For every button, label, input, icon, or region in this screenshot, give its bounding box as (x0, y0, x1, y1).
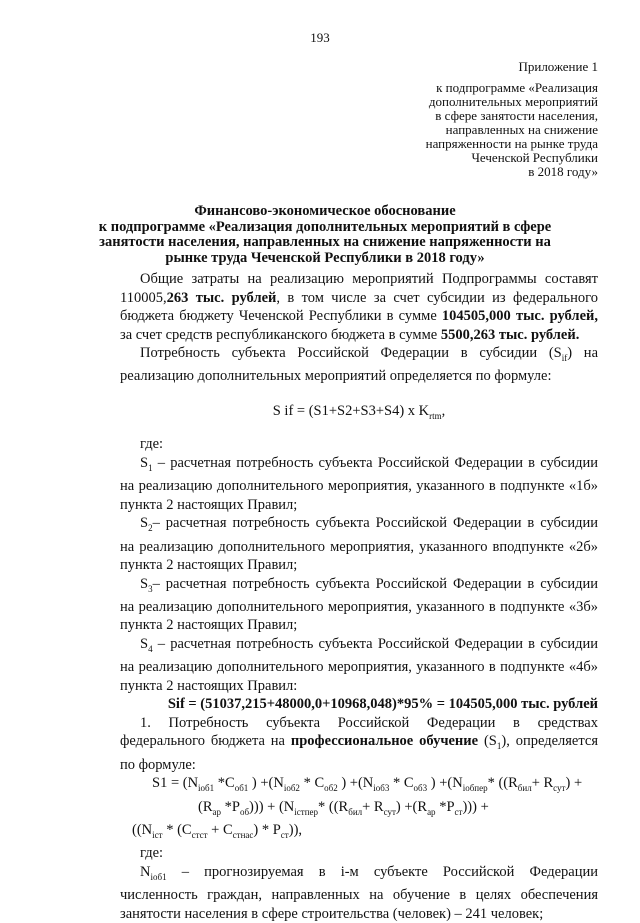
s1-def-line1: $S_1$ – расчетная потребность субъекта Российской Федерации в субсидии (140, 454, 598, 473)
where-label-2: где: (140, 845, 164, 862)
appendix-line: дополнительных мероприятий (428, 94, 598, 109)
s4-def-line3: пункта 2 настоящих Правил: (120, 677, 298, 694)
s1-formula-line3: $((N_{iст} * (C_{стст} + C_{стнас}) * P_{ст}))$, (132, 822, 303, 840)
appendix-line: в 2018 году» (528, 164, 598, 179)
item1-line1: 1. Потребность субъекта Российской Федерации в средствах (140, 714, 598, 731)
para2-line2: реализацию дополнительных мероприятий определяется по формуле: (120, 368, 552, 385)
para1-line2: 110005,263 тыс. рублей, в том числе за счет субсидии из федерального (120, 289, 598, 306)
title-line: рынке труда Чеченской Республики в 2018 году» (165, 249, 485, 266)
appendix-block (426, 60, 598, 179)
para1-line3: бюджета бюджету Чеченской Республики в сумме 104505,000 тыс. рублей, (120, 308, 598, 324)
para1-line1: Общие затраты на реализацию мероприятий Подпрограммы составят (140, 271, 598, 287)
appendix-line: направленных на снижение (445, 122, 598, 137)
appendix-label: Приложение 1 (518, 59, 598, 74)
n-def-line3: занятости населения в сфере строительства (человек) – 241 человек; (120, 905, 544, 922)
document-body (120, 270, 598, 923)
main-formula: S if = (S1+S2+S3+S4) x $K_{rtm}$, (272, 402, 446, 421)
s2-def-line3: пункта 2 настоящих Правил; (120, 557, 298, 574)
s4-def-line2: на реализацию дополнительного мероприятия, указанного в подпункте «4б» (120, 659, 598, 676)
s1-def-line3: пункта 2 настоящих Правил; (120, 496, 298, 513)
n-def-line2: численность граждан, направленных на обучение в целях обеспечения (120, 887, 598, 904)
n-def-line1: $N_{iоб1}$ – прогнозируемая в i-м субъекте Российской Федерации (140, 863, 598, 882)
s2-def-line1: $S_2-$ расчетная потребность субъекта Российской Федерации в субсидии (140, 515, 598, 534)
appendix-line: в сфере занятости населения, (435, 108, 598, 123)
page-number: 193 (310, 30, 330, 45)
s1-def-line2: на реализацию дополнительного мероприятия, указанного в подпункте «1б» (120, 478, 598, 495)
s3-def-line1: $S_3-$ расчетная потребность субъекта Российской Федерации в субсидии (140, 575, 598, 594)
where-label: где: (140, 436, 164, 453)
s4-def-line1: $S_4$ – расчетная потребность субъекта Российской Федерации в субсидии (140, 635, 598, 654)
appendix-line: Чеченской Республики (471, 150, 598, 165)
sif-result: Sif = (51037,215+48000,0+10968,048)*95% = 104505,000 тыс. рублей (167, 696, 598, 713)
title-line: к подпрограмме «Реализация дополнительных мероприятий в сфере (98, 218, 552, 235)
s3-def-line3: пункта 2 настоящих Правил; (120, 617, 298, 634)
s1-formula-line2: ($R_{ар}$ $*P_{об}))) + (N_{iстпер}*$ ($(R_{бил}+ R_{сут}) +(R_{ар}$ $*P_{ст}$))) + (198, 798, 489, 817)
document-title (90, 204, 560, 266)
appendix-line: напряженности на рынке труда (425, 136, 598, 151)
s3-def-line2: на реализацию дополнительного мероприятия, указанного в подпункте «3б» (120, 598, 598, 615)
appendix-line: к подпрограмме «Реализация (436, 80, 598, 95)
item1-line3: по формуле: (120, 756, 196, 773)
item1-line2: федерального бюджета на профессиональное обучение $(S_1)$, определяется (120, 733, 598, 752)
title-line: Финансово-экономическое обоснование (194, 203, 456, 219)
s1-formula-line1: $S1 = (N_{iоб1}$ $*C_{об1}$ ) $+(N_{iоб2} * C_{об2}$ ) $+(N_{iоб3} * C_{об3}$ ) $+(N_{iобпер}*$ ($(R_{бил}+ R_{сут})$ + (152, 775, 583, 794)
s2-def-line2: на реализацию дополнительного мероприятия, указанного вподпункте «2б» (120, 538, 598, 555)
para1-line4: за счет средств республиканского бюджета в сумме 5500,263 тыс. рублей. (120, 326, 580, 343)
title-line: занятости населения, направленных на снижение напряженности на (99, 234, 551, 250)
para2-line1: Потребность субъекта Российской Федерации в субсидии $(S_{if})$ на (140, 345, 599, 363)
